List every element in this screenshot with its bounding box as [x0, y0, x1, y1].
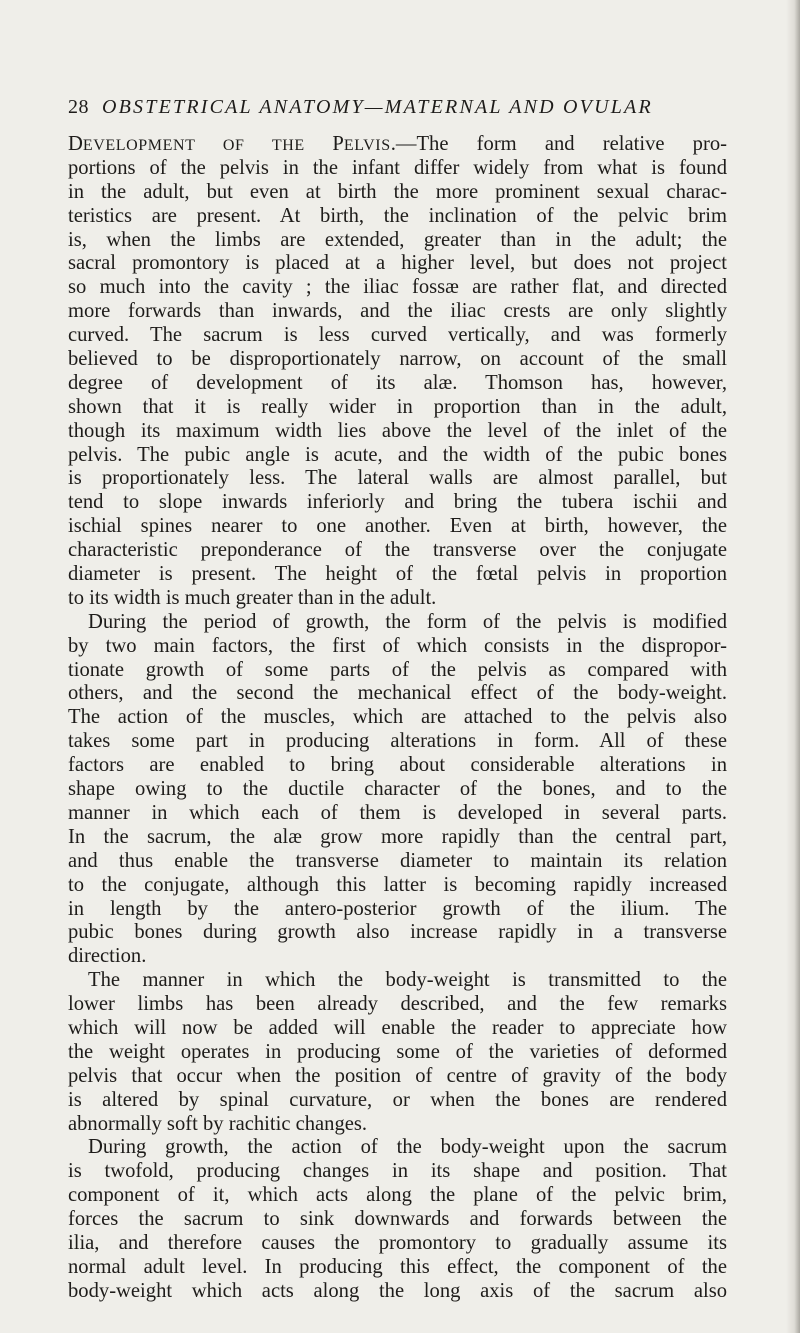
text-line: DEVELOPMENT OF THE PELVIS.—The form and relative pro-: [68, 133, 727, 155]
text-line: though its maximum width lies above the level of the inlet of the: [68, 419, 727, 442]
text-line: characteristic preponderance of the transverse over the conjugate: [68, 539, 727, 562]
running-title: OBSTETRICAL ANATOMY—MATERNAL AND OVULAR: [102, 96, 653, 118]
text-line: direction.: [68, 945, 147, 968]
page-number: 28: [68, 96, 89, 118]
text-line: which will now be added will enable the reader to appreciate how: [68, 1016, 727, 1039]
text-line: pelvis. The pubic angle is acute, and the width of the pubic bones: [68, 443, 727, 466]
text-line: is proportionately less. The lateral walls are almost parallel, but: [68, 467, 727, 490]
text-line: by two main factors, the first of which consists in the dispropor-: [68, 634, 727, 657]
text-line: During the period of growth, the form of the pelvis is modified: [88, 610, 727, 633]
text-line: curved. The sacrum is less curved vertically, and was formerly: [68, 324, 727, 347]
text-line: takes some part in producing alterations in form. All of these: [68, 730, 727, 753]
text-line: and thus enable the transverse diameter to maintain its relation: [68, 849, 727, 872]
text-line: forces the sacrum to sink downwards and forwards between the: [68, 1208, 727, 1231]
text-line: to its width is much greater than in the adult.: [68, 586, 437, 609]
text-line: in the adult, but even at birth the more prominent sexual charac-: [68, 180, 727, 203]
text-line: In the sacrum, the alæ grow more rapidly than the central part,: [68, 825, 727, 848]
text-line: tend to slope inwards inferiorly and bring the tubera ischii and: [68, 491, 727, 514]
text-line: factors are enabled to bring about considerable alterations in: [68, 754, 727, 777]
text-line: diameter is present. The height of the fœtal pelvis in proportion: [68, 563, 727, 586]
text-line: portions of the pelvis in the infant differ widely from what is found: [68, 156, 727, 179]
text-line: is twofold, producing changes in its shape and position. That: [68, 1160, 727, 1183]
text-line: believed to be disproportionately narrow, on account of the small: [68, 348, 727, 371]
page-header: [68, 92, 728, 122]
text-line: more forwards than inwards, and the iliac crests are only slightly: [68, 300, 727, 323]
text-line: component of it, which acts along the plane of the pelvic brim,: [68, 1184, 727, 1207]
text-line: is altered by spinal curvature, or when the bones are rendered: [68, 1088, 727, 1111]
text-line: shape owing to the ductile character of the bones, and to the: [68, 778, 727, 801]
text-line: is, when the limbs are extended, greater than in the adult; the: [68, 228, 727, 251]
text-line: ischial spines nearer to one another. Even at birth, however, the: [68, 515, 727, 538]
body-text: [68, 133, 727, 1304]
text-line: During growth, the action of the body-weight upon the sacrum: [88, 1136, 727, 1159]
text-line: ilia, and therefore causes the promontory to gradually assume its: [68, 1231, 727, 1254]
text-line: tionate growth of some parts of the pelvis as compared with: [68, 658, 727, 681]
text-line: The manner in which the body-weight is transmitted to the: [88, 969, 727, 992]
text-line: degree of development of its alæ. Thomson has, however,: [68, 371, 727, 394]
text-line: teristics are present. At birth, the inclination of the pelvic brim: [68, 204, 727, 227]
text-line: pelvis that occur when the position of centre of gravity of the body: [68, 1064, 727, 1087]
section-heading: DEVELOPMENT OF THE PELVIS.: [68, 133, 396, 155]
text-line: others, and the second the mechanical effect of the body-weight.: [68, 682, 727, 705]
text-line: to the conjugate, although this latter is becoming rapidly increased: [68, 873, 727, 896]
text-line: pubic bones during growth also increase rapidly in a transverse: [68, 921, 727, 944]
text-line: sacral promontory is placed at a higher level, but does not project: [68, 252, 727, 275]
text-line: so much into the cavity ; the iliac fossæ are rather flat, and directed: [68, 276, 727, 299]
text-line: lower limbs has been already described, and the few remarks: [68, 993, 727, 1016]
page-edge-shadow: [786, 0, 800, 1333]
text-line: The action of the muscles, which are attached to the pelvis also: [68, 706, 727, 729]
text-line: abnormally soft by rachitic changes.: [68, 1112, 368, 1135]
text-line: in length by the antero-posterior growth of the ilium. The: [68, 897, 727, 920]
text-line: normal adult level. In producing this effect, the component of the: [68, 1255, 727, 1278]
text-line: body-weight which acts along the long axis of the sacrum also: [68, 1279, 727, 1302]
text-line: manner in which each of them is developed in several parts.: [68, 801, 727, 824]
text-line: shown that it is really wider in proportion than in the adult,: [68, 395, 727, 418]
text-line: the weight operates in producing some of the varieties of deformed: [68, 1040, 727, 1063]
